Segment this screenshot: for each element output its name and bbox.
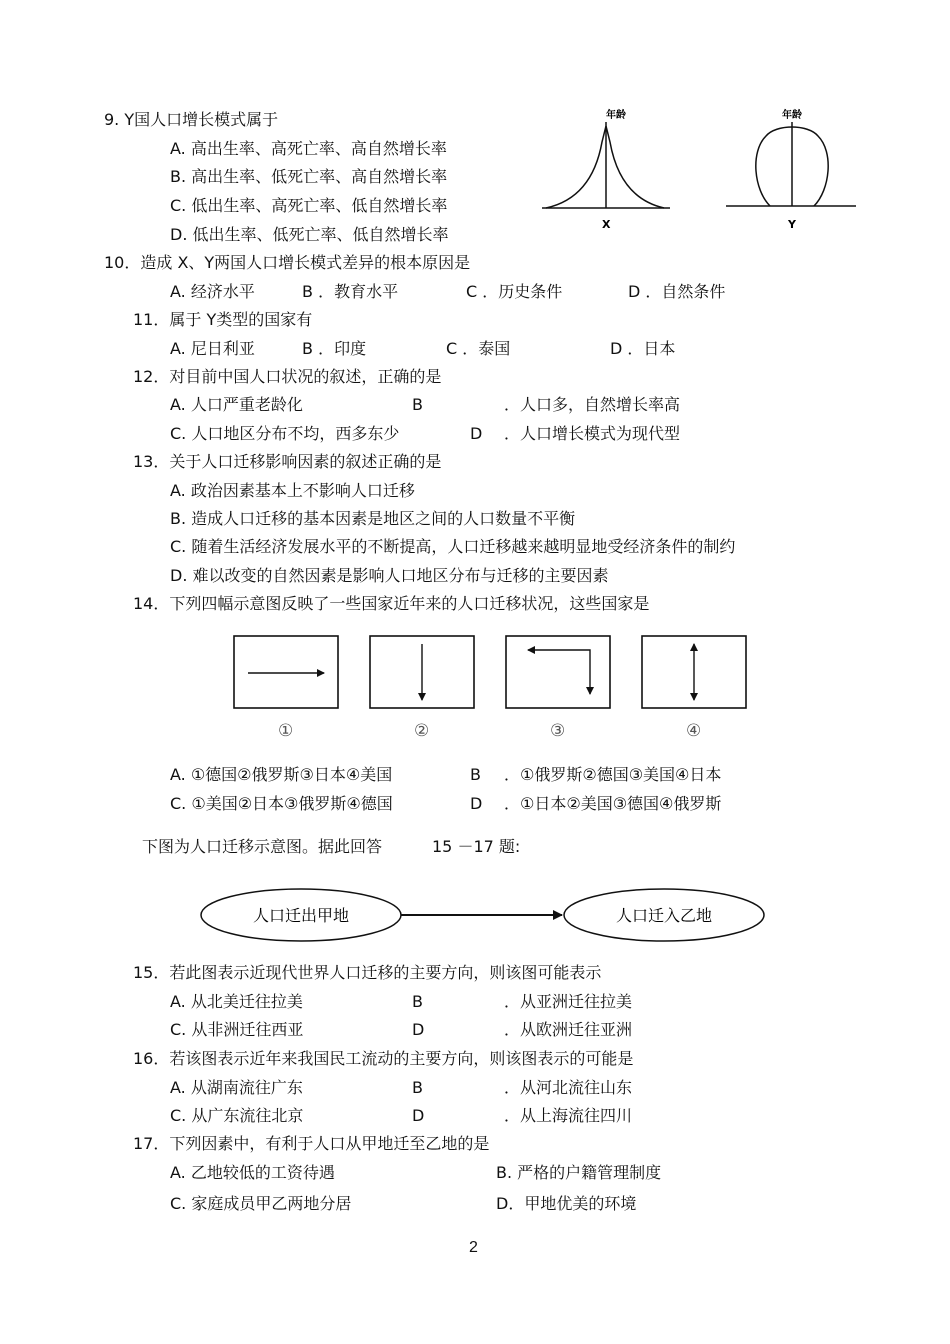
page-number: 2: [469, 1239, 478, 1256]
q11-option-a: A. 尼日利亚: [170, 339, 255, 358]
q10-option-d: D ．自然条件: [628, 282, 726, 301]
q16-option-b: ．从河北流往山东: [504, 1078, 633, 1097]
pyramid-y-label: Y: [788, 218, 796, 231]
q12-stem: 12．对目前中国人口状况的叙述，正确的是: [133, 367, 442, 386]
q15-option-b-letter: B: [412, 992, 423, 1011]
q16-option-b-letter: B: [412, 1078, 423, 1097]
q11-option-c: C ．泰国: [446, 339, 511, 358]
population-pyramid-figure: [540, 102, 860, 232]
intro-text: 下图为人口迁移示意图。据此回答: [142, 837, 383, 856]
diagram-3: [506, 636, 610, 708]
q9-option-d: D. 低出生率、低死亡率、低自然增长率: [170, 225, 449, 244]
q13-option-b: B. 造成人口迁移的基本因素是地区之间的人口数量不平衡: [170, 509, 576, 528]
q14-option-a: A. ①德国②俄罗斯③日本④美国: [170, 765, 393, 784]
q12-option-b: ．人口多，自然增长率高: [504, 395, 681, 414]
q14-option-d-letter: D: [470, 794, 483, 813]
q17-option-b: B. 严格的户籍管理制度: [496, 1163, 662, 1182]
destination-node-label: 人口迁入乙地: [615, 906, 713, 925]
diagram-1: [234, 636, 338, 708]
q15-option-b: ．从亚洲迁往拉美: [504, 992, 633, 1011]
q12-option-c: C. 人口地区分布不均，西多东少: [170, 424, 400, 443]
q14-option-c: C. ①美国②日本③俄罗斯④德国: [170, 794, 393, 813]
q16-option-d-letter: D: [412, 1106, 425, 1125]
q12-option-d-letter: D: [470, 424, 483, 443]
q14-option-d: ．①日本②美国③德国④俄罗斯: [504, 794, 722, 813]
q15-option-d-letter: D: [412, 1020, 425, 1039]
q14-stem: 14．下列四幅示意图反映了一些国家近年来的人口迁移状况，这些国家是: [133, 594, 650, 613]
pyramid-y: [726, 108, 856, 231]
q10-stem: 10．造成 X、Y两国人口增长模式差异的根本原因是: [104, 253, 471, 272]
pyramid-x-label: X: [602, 218, 611, 231]
q11-stem: 11．属于 Y类型的国家有: [133, 310, 313, 329]
q15-option-c: C. 从非洲迁往西亚: [170, 1020, 304, 1039]
diagram-2-label: ②: [414, 721, 430, 741]
q13-option-a: A. 政治因素基本上不影响人口迁移: [170, 481, 415, 500]
q11-option-b: B ．印度: [302, 339, 367, 358]
q9-stem: 9. Y国人口增长模式属于: [104, 110, 279, 129]
q17-option-d: D．甲地优美的环境: [496, 1194, 637, 1213]
q17-option-c: C. 家庭成员甲乙两地分居: [170, 1194, 352, 1213]
q12-option-b-letter: B: [412, 395, 423, 414]
q14-option-b-letter: B: [470, 765, 481, 784]
q15-option-a: A. 从北美迁往拉美: [170, 992, 303, 1011]
q13-option-d: D. 难以改变的自然因素是影响人口地区分布与迁移的主要因素: [170, 566, 609, 585]
pyramid-x-age-label: 年龄: [606, 110, 626, 121]
q12-option-a: A. 人口严重老龄化: [170, 395, 303, 414]
q15-option-d: ．从欧洲迁往亚洲: [504, 1020, 633, 1039]
pyramid-y-age-label: 年龄: [782, 110, 802, 121]
intro-range: 15 －17 题:: [432, 837, 521, 856]
diagram-3-label: ③: [550, 721, 566, 741]
q17-stem: 17．下列因素中，有利于人口从甲地迁至乙地的是: [133, 1134, 490, 1153]
q16-stem: 16．若该图表示近年来我国民工流动的主要方向，则该图表示的可能是: [133, 1049, 634, 1068]
diagram-2: [370, 636, 474, 708]
migration-flow-diagram: [198, 886, 770, 946]
q13-stem: 13．关于人口迁移影响因素的叙述正确的是: [133, 452, 442, 471]
q10-option-c: C ．历史条件: [466, 282, 563, 301]
q10-option-b: B ．教育水平: [302, 282, 399, 301]
q12-option-d: ．人口增长模式为现代型: [504, 424, 681, 443]
q16-option-d: ．从上海流往四川: [504, 1106, 633, 1125]
q11-option-d: D ．日本: [610, 339, 676, 358]
q16-option-c: C. 从广东流往北京: [170, 1106, 304, 1125]
diagram-4-label: ④: [686, 721, 702, 741]
q9-option-c: C. 低出生率、高死亡率、低自然增长率: [170, 196, 448, 215]
q10-option-a: A. 经济水平: [170, 282, 255, 301]
diagram-4: [642, 636, 746, 708]
migration-direction-figure: [226, 630, 756, 748]
q14-option-b: ．①俄罗斯②德国③美国④日本: [504, 765, 722, 784]
q16-option-a: A. 从湖南流往广东: [170, 1078, 303, 1097]
pyramid-x: [542, 108, 670, 231]
diagram-1-label: ①: [278, 721, 294, 741]
q17-option-a: A. 乙地较低的工资待遇: [170, 1163, 335, 1182]
q9-option-b: B. 高出生率、低死亡率、高自然增长率: [170, 167, 448, 186]
origin-node-label: 人口迁出甲地: [252, 906, 350, 925]
q15-stem: 15．若此图表示近现代世界人口迁移的主要方向，则该图可能表示: [133, 963, 602, 982]
q9-option-a: A. 高出生率、高死亡率、高自然增长率: [170, 139, 447, 158]
q13-option-c: C. 随着生活经济发展水平的不断提高，人口迁移越来越明显地受经济条件的制约: [170, 537, 736, 556]
